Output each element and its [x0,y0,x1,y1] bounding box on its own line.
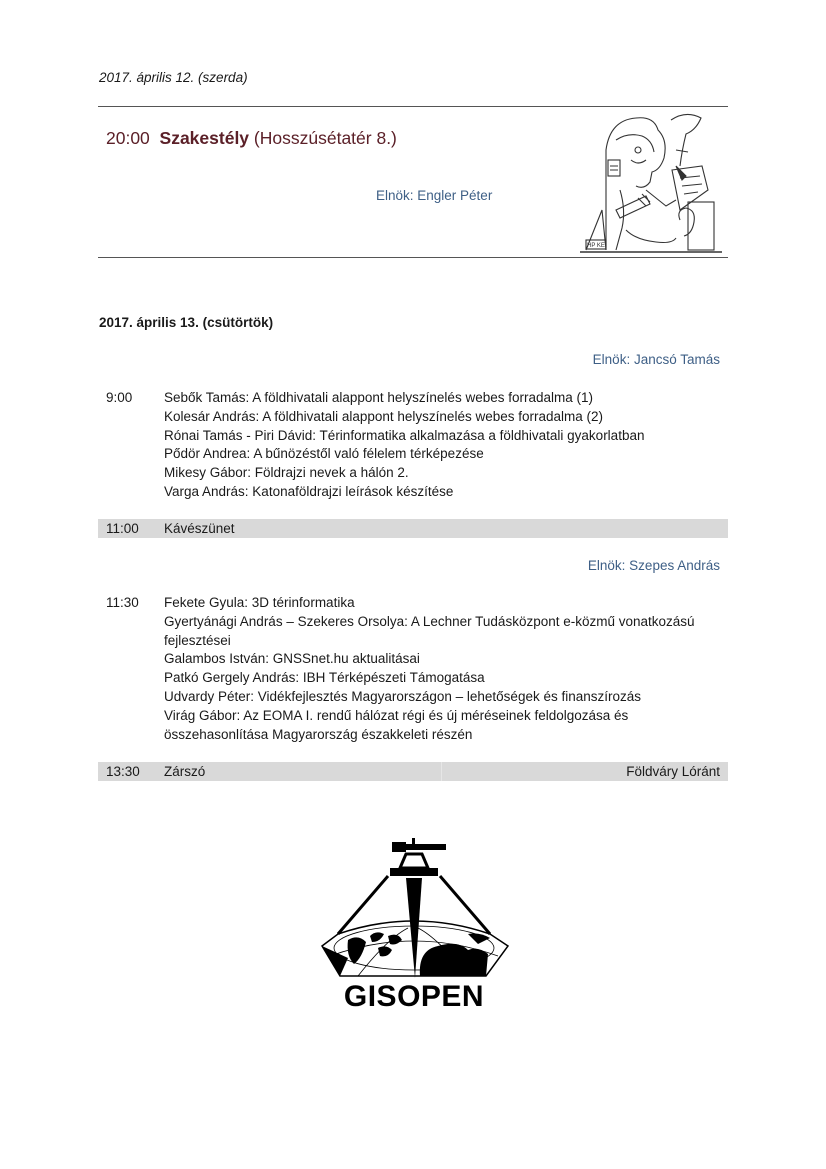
chair-jancso: Elnök: Jancsó Tamás [592,352,720,367]
divider-bottom [98,257,728,258]
event-location: (Hosszúsétatér 8.) [253,128,397,148]
talk-item: Gyertyánági András – Szekeres Orsolya: A Lechner Tudásközpont e-közmű vonatkozású fejlesztései [164,613,695,648]
session-time: 11:30 [106,595,139,610]
talk-item: Pődör Andrea: A bűnözéstől való félelem térképezése [164,446,484,462]
chair-engler: Elnök: Engler Péter [376,188,493,203]
event-time: 20:00 [106,128,150,148]
closing-time: 13:30 [106,764,140,779]
talk-item: Patkó Gergely András: IBH Térképészeti Támogatása [164,670,485,686]
session-time: 9:00 [106,390,133,405]
surveyor-cartoon-icon [576,110,726,256]
gisopen-logo-text: GISOPEN [343,980,485,1013]
day2-date: 2017. április 13. (csütörtök) [99,315,274,330]
coffee-break-row [98,519,728,538]
talk-item: Varga András: Katonaföldrajzi leírások készítése [164,483,454,499]
talk-list [164,594,728,744]
talk-item: Mikesy Gábor: Földrajzi nevek a hálón 2. [164,465,409,481]
svg-text:HP KE: HP KE [587,243,605,249]
cell-divider [441,762,442,781]
talk-item: Sebők Tamás: A földhivatali alappont helyszínelés webes forradalma (1) [164,390,593,405]
closing-row [98,762,728,781]
talk-item: Kolesár András: A földhivatali alappont helyszínelés webes forradalma (2) [164,408,604,424]
closing-label: Zárszó [164,764,206,779]
talk-item: Fekete Gyula: 3D térinformatika [164,595,355,610]
talk-item: Rónai Tamás - Piri Dávid: Térinformatika alkalmazása a földhivatali gyakorlatban [164,427,645,443]
chair-szepes: Elnök: Szepes András [587,558,720,573]
event-name: Szakestély [159,128,250,148]
evening-event-title [106,128,397,149]
session-morning [106,389,728,502]
day1-date: 2017. április 12. (szerda) [99,70,248,85]
talk-item: Galambos István: GNSSnet.hu aktualitásai [164,651,420,667]
session-midday [106,594,728,744]
break-label: Kávészünet [164,521,235,536]
break-time: 11:00 [106,521,139,536]
talk-item: Virág Gábor: Az EOMA I. rendű hálózat régi és új méréseinek feldolgozása és összehasonlítása Magyarország északkeleti részén [164,707,629,742]
divider-top [98,106,728,107]
talk-list [164,389,728,502]
talk-item: Udvardy Péter: Vidékfejlesztés Magyarországon – lehetőségek és finanszírozás [164,688,642,704]
closing-speaker: Földváry Lóránt [626,764,720,779]
